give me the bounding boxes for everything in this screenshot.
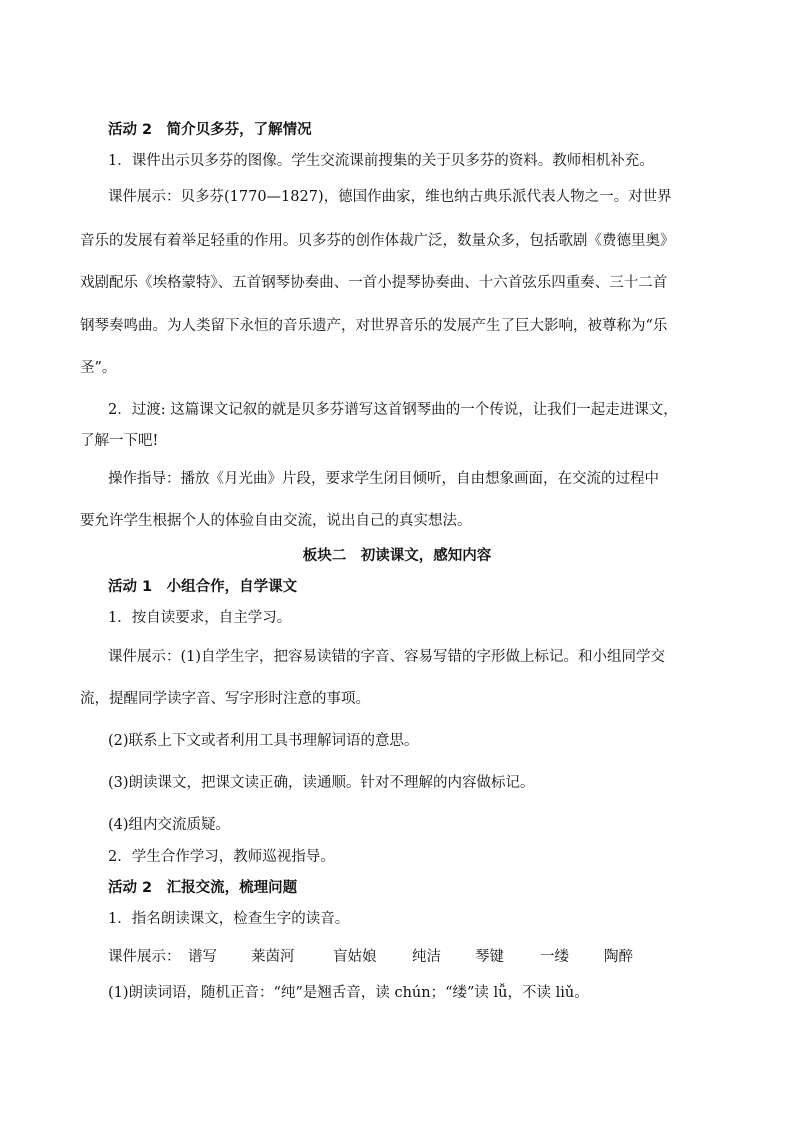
vocab-word: 一缕 <box>540 949 569 965</box>
vocab-word: 莱茵河 <box>251 949 295 965</box>
paragraph-line: 课件展示：贝多芬(1770—1827)，德国作曲家，维也纳古典乐派代表人物之一。对世界 <box>108 189 672 205</box>
paragraph-line: 要允许学生根据个人的体验自由交流，说出自己的真实想法。 <box>80 513 472 529</box>
vocab-word: 纯洁 <box>412 949 441 965</box>
activity-heading: 活动 2 汇报交流，梳理问题 <box>108 880 298 896</box>
paragraph-line: 圣”。 <box>80 360 117 376</box>
vocab-word: 谱写 <box>188 949 217 965</box>
paragraph-line: 钢琴奏鸣曲。为人类留下永恒的音乐遗产，对世界音乐的发展产生了巨大影响，被尊称为“乐 <box>80 318 668 334</box>
paragraph-line: (1)朗读词语，随机正音：“纯”是翘舌音，读 chún；“缕”读 lǚ，不读 liǔ。 <box>108 985 589 1001</box>
section-heading: 板块二 初读课文，感知内容 <box>302 548 492 564</box>
paragraph-line: (2)联系上下文或者利用工具书理解词语的意思。 <box>108 733 419 749</box>
paragraph-line: 音乐的发展有着举足轻重的作用。贝多芬的创作体裁广泛，数量众多，包括歌剧《费德里奥》 <box>80 233 675 249</box>
activity-heading: 活动 2 简介贝多芬，了解情况 <box>108 122 312 138</box>
paragraph-line: 1．指名朗读课文，检查生字的读音。 <box>108 911 350 927</box>
paragraph-line: 了解一下吧! <box>80 433 159 449</box>
paragraph-line: 操作指导：播放《月光曲》片段，要求学生闭目倾听，自由想象画面，在交流的过程中 <box>108 471 659 487</box>
paragraph-line: 2．学生合作学习，教师巡视指导。 <box>108 849 335 865</box>
vocab-word: 陶醉 <box>604 949 633 965</box>
paragraph-line: 课件展示：(1)自学生字，把容易读错的字音、容易写错的字形做上标记。和小组同学交 <box>108 649 666 665</box>
paragraph-line: 戏剧配乐《埃格蒙特》、五首钢琴协奏曲、一首小提琴协奏曲、十六首弦乐四重奏、三十二首 <box>80 275 668 291</box>
vocab-word: 琴键 <box>475 949 504 965</box>
paragraph-line: (4)组内交流质疑。 <box>108 817 231 833</box>
paragraph-line: 1．按自读要求，自主学习。 <box>108 610 292 626</box>
activity-heading: 活动 1 小组合作，自学课文 <box>108 579 298 595</box>
vocab-word: 盲姑娘 <box>333 949 377 965</box>
paragraph-line: (3)朗读课文，把课文读正确，读通顺。针对不理解的内容做标记。 <box>108 775 535 791</box>
vocab-label: 课件展示： <box>108 949 181 965</box>
paragraph-line: 2．过渡: 这篇课文记叙的就是贝多芬谱写这首钢琴曲的一个传说，让我们一起走进课文， <box>108 402 678 418</box>
paragraph-line: 流，提醒同学读字音、写字形时注意的事项。 <box>80 691 370 707</box>
paragraph-line: 1．课件出示贝多芬的图像。学生交流课前搜集的关于贝多芬的资料。教师相机补充。 <box>108 153 654 169</box>
